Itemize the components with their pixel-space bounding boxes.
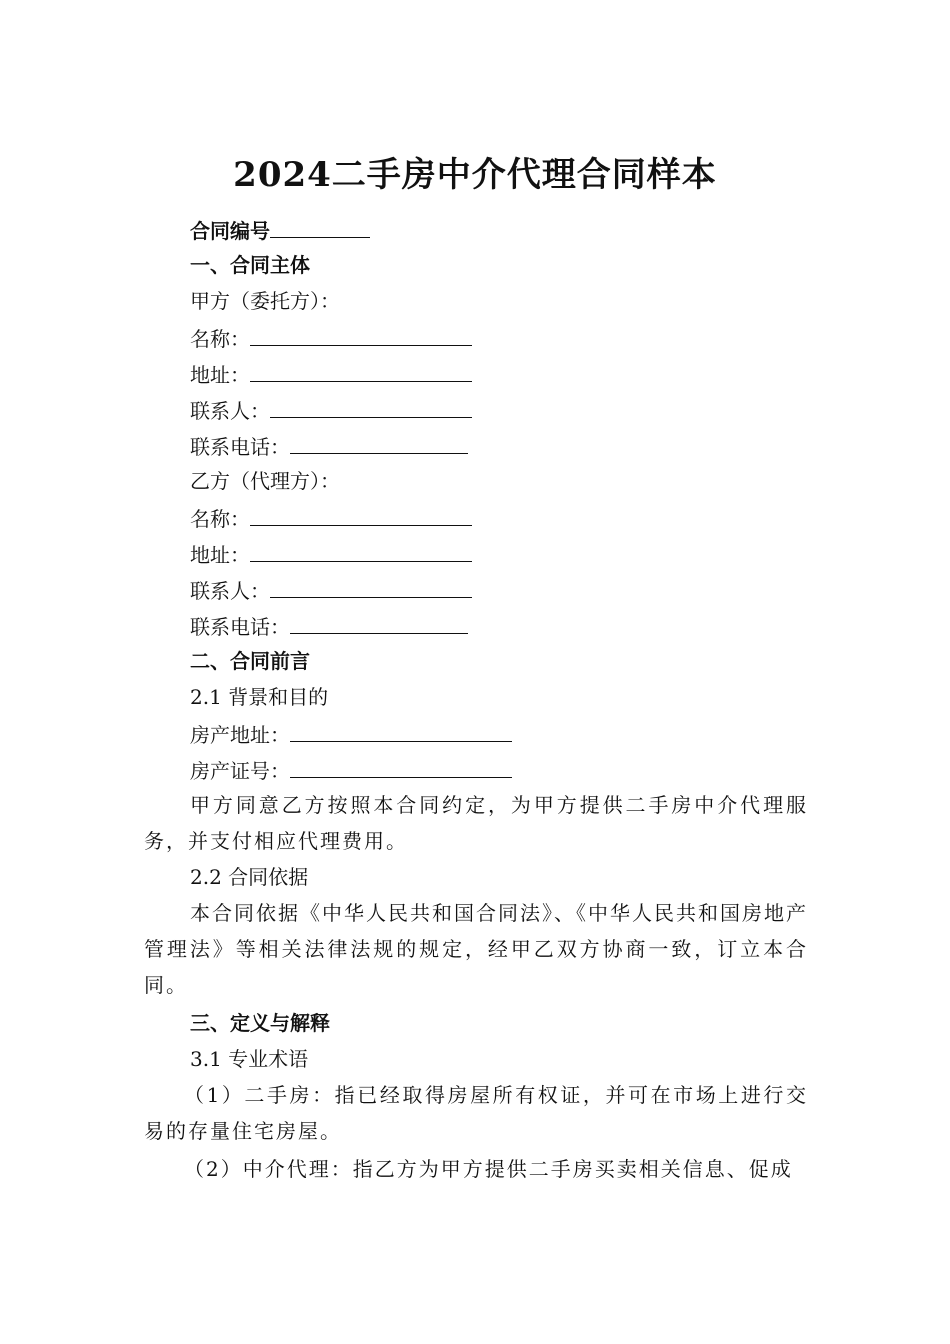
property-address-line [144,715,808,751]
section-2-1-heading: 2.1 背景和目的 [190,685,329,709]
section-3-1-heading: 3.1 专业术语 [190,1047,309,1071]
party-a-address-blank[interactable] [250,355,472,382]
section-3-heading: 三、定义与解释 [190,1011,330,1035]
party-a-name-line [144,319,808,355]
party-b-contact-blank[interactable] [270,571,472,598]
definition-second-hand-house: （1）二手房：指已经取得房屋所有权证，并可在市场上进行交易的存量住宅房屋。 [144,1083,808,1143]
party-b-phone-line [144,607,808,643]
party-a-phone-label: 联系电话： [190,435,290,459]
party-a-name-blank[interactable] [250,319,472,346]
party-b-phone-blank[interactable] [290,607,468,634]
party-a-phone-blank[interactable] [290,427,468,454]
party-a-contact-label: 联系人： [190,399,270,423]
party-a-address-label: 地址： [190,363,250,387]
basis-paragraph: 本合同依据《中华人民共和国合同法》、《中华人民共和国房地产管理法》等相关法律法规的规定，经甲乙双方协商一致，订立本合同。 [144,901,808,997]
party-b-address-label: 地址： [190,543,250,567]
party-b-address-line [144,535,808,571]
property-cert-label: 房产证号： [190,759,290,783]
document-title: 2024二手房中介代理合同样本 [233,155,717,195]
property-cert-blank[interactable] [290,751,512,778]
section-1-heading: 一、合同主体 [190,253,310,277]
contract-number-line [144,211,808,247]
contract-number-label: 合同编号 [190,219,270,243]
section-2-2-heading: 2.2 合同依据 [190,865,309,889]
property-cert-line [144,751,808,787]
party-a-name-label: 名称： [190,327,250,351]
party-a-phone-line [144,427,808,463]
property-address-blank[interactable] [290,715,512,742]
party-b-label: 乙方（代理方）： [190,469,340,493]
section-2-heading: 二、合同前言 [190,649,310,673]
party-a-contact-line [144,391,808,427]
property-address-label: 房产地址： [190,723,290,747]
definition-agency: （2）中介代理：指乙方为甲方提供二手房买卖相关信息、促成 [184,1157,793,1181]
party-b-contact-label: 联系人： [190,579,270,603]
document-body [144,211,808,1187]
party-b-address-blank[interactable] [250,535,472,562]
party-b-name-blank[interactable] [250,499,472,526]
contract-number-blank[interactable] [270,211,370,238]
party-a-address-line [144,355,808,391]
party-b-phone-label: 联系电话： [190,615,290,639]
party-b-name-label: 名称： [190,507,250,531]
background-paragraph: 甲方同意乙方按照本合同约定，为甲方提供二手房中介代理服务，并支付相应代理费用。 [144,793,808,853]
party-b-contact-line [144,571,808,607]
party-b-name-line [144,499,808,535]
party-a-contact-blank[interactable] [270,391,472,418]
party-a-label: 甲方（委托方）： [190,289,340,313]
